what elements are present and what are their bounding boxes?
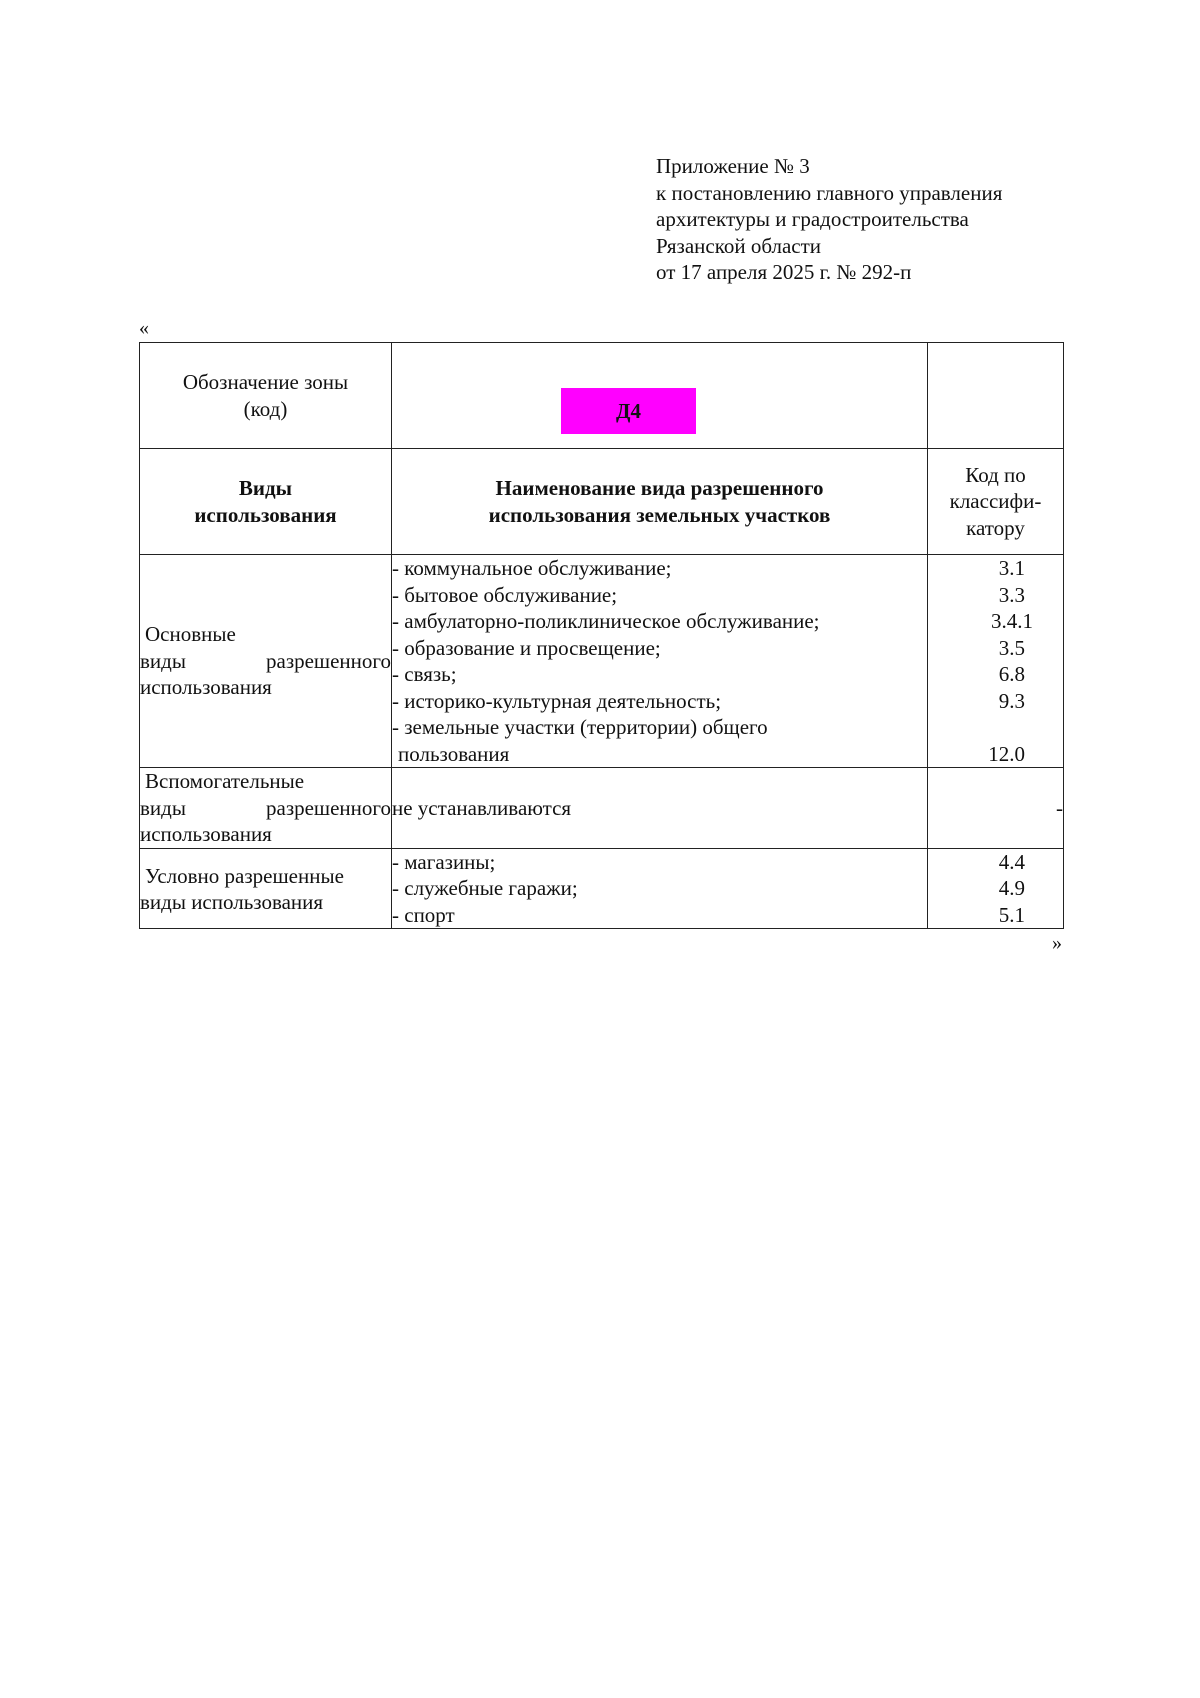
conditional-uses-list xyxy=(392,848,928,929)
classifier-code: 6.8 xyxy=(998,662,1025,686)
list-item: - земельные участки (территории) общего xyxy=(392,715,768,739)
classifier-code: 9.3 xyxy=(998,688,1025,713)
header-text: Код по xyxy=(965,462,1026,487)
zone-row xyxy=(140,343,1064,449)
list-item: - бытовое обслуживание; xyxy=(392,582,618,607)
label-text: использования xyxy=(140,822,272,846)
classifier-code xyxy=(928,714,1063,741)
label-text: виды xyxy=(140,648,186,673)
conditional-uses-label xyxy=(140,848,392,929)
list-item: - образование и просвещение; xyxy=(392,635,661,660)
label-text: разрешенного xyxy=(266,648,391,673)
header-text: использования земельных участков xyxy=(488,502,831,527)
zone-table xyxy=(139,342,1064,929)
main-uses-list xyxy=(392,555,928,768)
auxiliary-uses-label xyxy=(140,768,392,849)
main-uses-label xyxy=(140,555,392,768)
main-uses-codes xyxy=(928,555,1064,768)
list-item: - историко-культурная деятельность; xyxy=(392,688,722,713)
label-text: использования xyxy=(140,675,272,700)
header-usage-name xyxy=(392,449,928,555)
zone-label: (код) xyxy=(243,396,288,421)
auxiliary-uses-code: - xyxy=(928,768,1064,849)
list-item: - связь; xyxy=(392,662,457,686)
header-text: Виды xyxy=(238,476,293,500)
classifier-code: 5.1 xyxy=(998,902,1025,927)
annex-header xyxy=(656,153,1002,286)
classifier-code: 3.1 xyxy=(998,556,1025,580)
auxiliary-uses-row xyxy=(140,768,1064,849)
conditional-uses-row xyxy=(140,848,1064,929)
classifier-code: 3.4.1 xyxy=(991,609,1033,633)
opening-quote: « xyxy=(139,317,149,339)
list-item: - магазины; xyxy=(392,849,496,874)
conditional-uses-codes xyxy=(928,848,1064,929)
list-item: - амбулаторно-поликлиническое обслуживание; xyxy=(392,609,820,633)
main-uses-row xyxy=(140,555,1064,768)
annex-line: архитектуры и градостроительства xyxy=(656,207,969,231)
list-item: пользования xyxy=(398,741,510,766)
zone-label-cell xyxy=(140,343,392,449)
label-text: Вспомогательные xyxy=(145,769,305,793)
auxiliary-uses-value: не устанавливаются xyxy=(392,768,928,849)
annex-date: от 17 апреля 2025 г. № 292-п xyxy=(656,260,912,284)
zone-code-badge: Д4 xyxy=(561,388,696,434)
annex-line: к постановлению главного управления xyxy=(656,180,1003,205)
header-classifier-code xyxy=(928,449,1064,555)
list-item: - служебные гаражи; xyxy=(392,876,578,900)
annex-line: Рязанской области xyxy=(656,233,822,258)
header-text: катору xyxy=(966,515,1025,540)
list-item: - коммунальное обслуживание; xyxy=(392,556,672,580)
empty-cell xyxy=(928,343,1064,449)
classifier-code: 12.0 xyxy=(988,741,1025,766)
header-usage-types xyxy=(140,449,392,555)
label-line xyxy=(140,795,391,822)
header-text: Наименование вида разрешенного xyxy=(495,476,824,500)
header-row xyxy=(140,449,1064,555)
classifier-code: 3.3 xyxy=(998,582,1025,607)
classifier-code: 4.4 xyxy=(998,849,1025,874)
list-item: - спорт xyxy=(392,902,455,927)
closing-quote: » xyxy=(1052,932,1062,954)
classifier-code: 3.5 xyxy=(998,635,1025,660)
classifier-code: 4.9 xyxy=(998,876,1025,900)
label-line xyxy=(140,648,391,675)
header-text: классифи- xyxy=(949,489,1042,514)
label-text: Основные xyxy=(145,622,236,647)
annex-title: Приложение № 3 xyxy=(656,154,810,178)
label-text: Условно разрешенные xyxy=(145,863,344,888)
label-text: виды использования xyxy=(140,890,324,915)
header-text: использования xyxy=(194,502,337,527)
zone-code-cell xyxy=(392,343,928,449)
label-text: разрешенного xyxy=(266,795,391,820)
zone-label: Обозначение зоны xyxy=(182,370,349,394)
label-text: виды xyxy=(140,795,186,820)
